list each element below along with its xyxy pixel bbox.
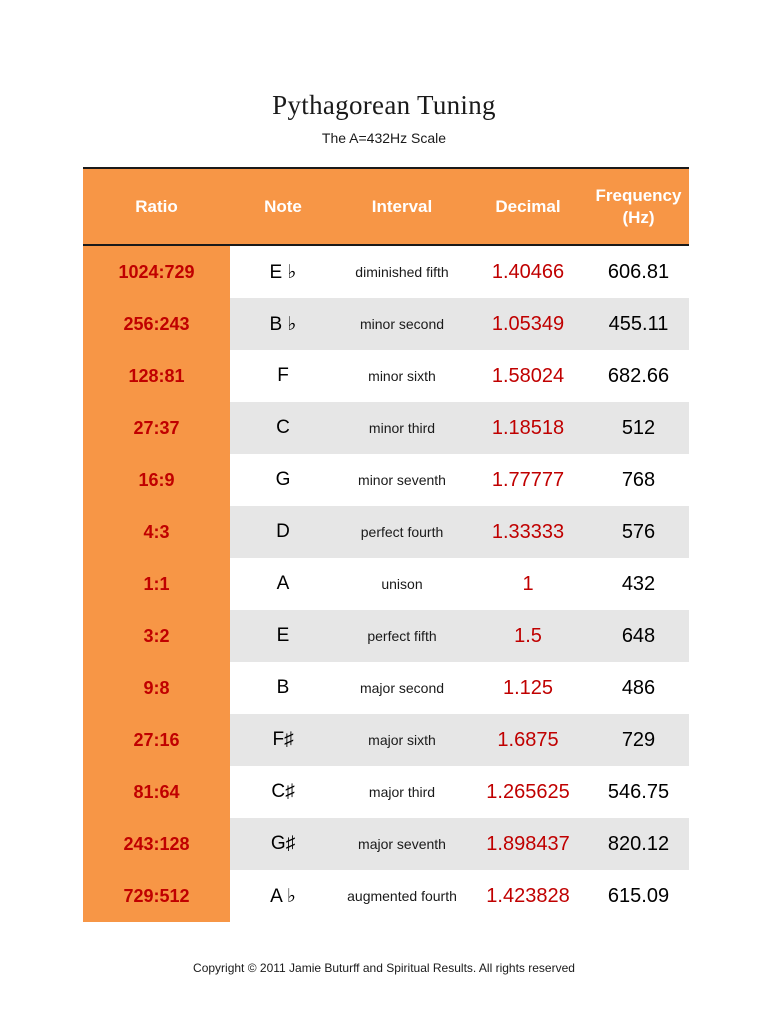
row-values: [230, 350, 689, 402]
frequency-cell: 455.11: [608, 312, 669, 335]
frequency-cell: 432: [621, 572, 656, 595]
ratio-cell: 1:1: [83, 558, 230, 610]
table-body: [83, 246, 689, 922]
table-row: [83, 870, 689, 922]
row-values: [230, 818, 689, 870]
table-row: [83, 350, 689, 402]
table-row: [83, 766, 689, 818]
interval-cell: perfect fifth: [367, 628, 437, 644]
header-frequency-label: Frequency: [595, 185, 682, 205]
table-row: [83, 506, 689, 558]
frequency-cell: 820.12: [607, 832, 670, 855]
decimal-cell: 1.05349: [491, 312, 565, 335]
decimal-cell: 1.33333: [491, 520, 565, 543]
interval-cell: major seventh: [358, 836, 446, 852]
page-subtitle: The A=432Hz Scale: [321, 130, 447, 146]
interval-cell: perfect fourth: [360, 524, 444, 540]
note-cell: C♯: [271, 781, 295, 802]
row-values: [230, 246, 689, 298]
decimal-cell: 1: [522, 572, 534, 595]
note-cell: F: [277, 365, 289, 386]
table-row: [83, 662, 689, 714]
frequency-cell: 729: [621, 728, 656, 751]
row-values: [230, 402, 689, 454]
table-row: [83, 454, 689, 506]
row-values: [230, 870, 689, 922]
table-row: [83, 714, 689, 766]
note-cell: A: [276, 573, 290, 594]
interval-cell: major sixth: [368, 732, 436, 748]
page-title: Pythagorean Tuning: [272, 90, 496, 120]
table-row: [83, 610, 689, 662]
interval-cell: unison: [381, 576, 423, 592]
interval-cell: major second: [359, 680, 445, 696]
ratio-cell: 81:64: [83, 766, 230, 818]
table-row: [83, 558, 689, 610]
row-values: [230, 506, 689, 558]
header-frequency: [588, 169, 689, 244]
decimal-cell: 1.5: [514, 624, 542, 647]
ratio-cell: 256:243: [83, 298, 230, 350]
ratio-cell: 128:81: [83, 350, 230, 402]
ratio-cell: 27:37: [83, 402, 230, 454]
ratio-cell: 4:3: [83, 506, 230, 558]
frequency-cell: 546.75: [607, 780, 670, 803]
decimal-cell: 1.77777: [491, 468, 565, 491]
ratio-cell: 243:128: [83, 818, 230, 870]
header-decimal: Decimal: [495, 196, 561, 216]
frequency-cell: 682.66: [607, 364, 670, 387]
note-cell: B ♭: [269, 313, 297, 335]
header-note: Note: [264, 196, 302, 216]
frequency-cell: 606.81: [607, 260, 670, 283]
note-cell: E ♭: [269, 261, 297, 283]
interval-cell: minor second: [359, 316, 445, 332]
interval-cell: minor sixth: [368, 368, 436, 384]
table-row: [83, 298, 689, 350]
interval-cell: augmented fourth: [347, 888, 457, 904]
row-values: [230, 454, 689, 506]
decimal-cell: 1.265625: [486, 780, 570, 803]
note-cell: E: [276, 625, 290, 646]
decimal-cell: 1.40466: [491, 260, 565, 283]
row-values: [230, 610, 689, 662]
note-cell: D: [276, 521, 290, 542]
tuning-table: [83, 167, 689, 922]
decimal-cell: 1.18518: [491, 416, 565, 439]
ratio-cell: 729:512: [83, 870, 230, 922]
note-cell: C: [276, 417, 290, 438]
table-row: [83, 818, 689, 870]
decimal-cell: 1.58024: [491, 364, 565, 387]
note-cell: B: [276, 677, 290, 698]
decimal-cell: 1.125: [502, 676, 554, 699]
frequency-cell: 615.09: [607, 884, 670, 907]
note-cell: F♯: [272, 729, 294, 750]
ratio-cell: 16:9: [83, 454, 230, 506]
decimal-cell: 1.6875: [497, 728, 559, 751]
table-header: [83, 169, 689, 246]
header-frequency-unit: (Hz): [622, 207, 655, 227]
row-values: [230, 766, 689, 818]
note-cell: G: [275, 469, 291, 490]
table-row: [83, 246, 689, 298]
row-values: [230, 558, 689, 610]
row-values: [230, 714, 689, 766]
frequency-cell: 768: [621, 468, 656, 491]
interval-cell: major third: [368, 784, 436, 800]
interval-cell: minor seventh: [358, 472, 446, 488]
interval-cell: minor third: [368, 420, 436, 436]
ratio-cell: 27:16: [83, 714, 230, 766]
ratio-cell: 1024:729: [83, 246, 230, 298]
decimal-cell: 1.423828: [486, 884, 570, 907]
note-cell: A ♭: [270, 885, 296, 907]
frequency-cell: 648: [621, 624, 656, 647]
ratio-cell: 9:8: [83, 662, 230, 714]
header-interval: Interval: [371, 196, 433, 216]
frequency-cell: 576: [621, 520, 656, 543]
row-values: [230, 662, 689, 714]
decimal-cell: 1.898437: [486, 832, 570, 855]
frequency-cell: 512: [621, 416, 656, 439]
copyright-notice: Copyright © 2011 Jamie Buturff and Spiritual Results. All rights reserved: [193, 961, 575, 975]
table-row: [83, 402, 689, 454]
row-values: [230, 298, 689, 350]
frequency-cell: 486: [621, 676, 656, 699]
ratio-cell: 3:2: [83, 610, 230, 662]
interval-cell: diminished fifth: [355, 264, 449, 280]
note-cell: G♯: [270, 833, 296, 854]
header-ratio: Ratio: [135, 196, 178, 216]
